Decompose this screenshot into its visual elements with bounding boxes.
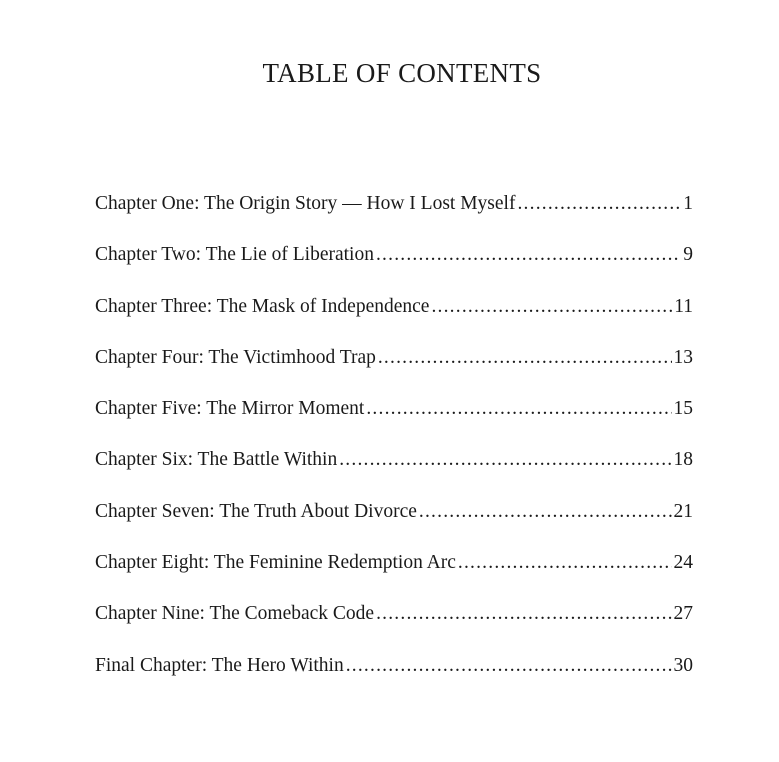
toc-entry-page-number: 18 — [673, 449, 693, 471]
toc-entry-title: Chapter Nine: The Comeback Code — [95, 603, 375, 625]
dot-leader — [431, 292, 672, 322]
toc-entry-title: Chapter Four: The Victimhood Trap — [95, 346, 376, 368]
toc-entry — [95, 548, 693, 599]
toc-entry — [95, 599, 693, 650]
dot-leader — [366, 394, 671, 424]
toc-entry — [95, 497, 693, 548]
toc-entry — [95, 292, 693, 343]
toc-entry-page-number: 9 — [683, 244, 693, 266]
toc-entry — [95, 189, 693, 240]
toc-entry-title: Chapter Seven: The Truth About Divorce — [95, 500, 417, 522]
page-title: TABLE OF CONTENTS — [262, 58, 542, 88]
toc-entry-title: Chapter Three: The Mask of Independence — [95, 295, 430, 317]
toc-entry-title: Chapter Eight: The Feminine Redemption Arc — [95, 552, 456, 574]
toc-entry-page-number: 13 — [673, 346, 693, 368]
toc-entry-title: Chapter Six: The Battle Within — [95, 449, 338, 471]
toc-entry — [95, 445, 693, 496]
toc-entry-title: Final Chapter: The Hero Within — [95, 654, 344, 676]
dot-leader — [419, 497, 672, 527]
toc-entry-title: Chapter Five: The Mirror Moment — [95, 398, 365, 420]
toc-list — [95, 189, 693, 702]
dot-leader — [346, 651, 672, 681]
toc-entry — [95, 240, 693, 291]
toc-entry-page-number: 1 — [683, 193, 693, 214]
toc-entry — [95, 394, 693, 445]
dot-leader — [376, 599, 671, 629]
toc-entry-page-number: 30 — [673, 654, 693, 676]
toc-entry-title: Chapter One: The Origin Story — How I Lost Myself — [95, 193, 516, 214]
dot-leader — [378, 343, 672, 373]
toc-entry-page-number: 11 — [674, 295, 693, 317]
dot-leader — [376, 240, 681, 270]
toc-entry — [95, 343, 693, 394]
toc-entry — [95, 651, 693, 702]
dot-leader — [458, 548, 672, 578]
toc-entry-page-number: 15 — [673, 398, 693, 420]
toc-entry-page-number: 24 — [673, 552, 693, 574]
dot-leader — [339, 445, 671, 475]
toc-entry-title: Chapter Two: The Lie of Liberation — [95, 244, 374, 266]
toc-entry-page-number: 27 — [673, 603, 693, 625]
toc-entry-page-number: 21 — [673, 500, 693, 522]
dot-leader — [517, 189, 681, 219]
